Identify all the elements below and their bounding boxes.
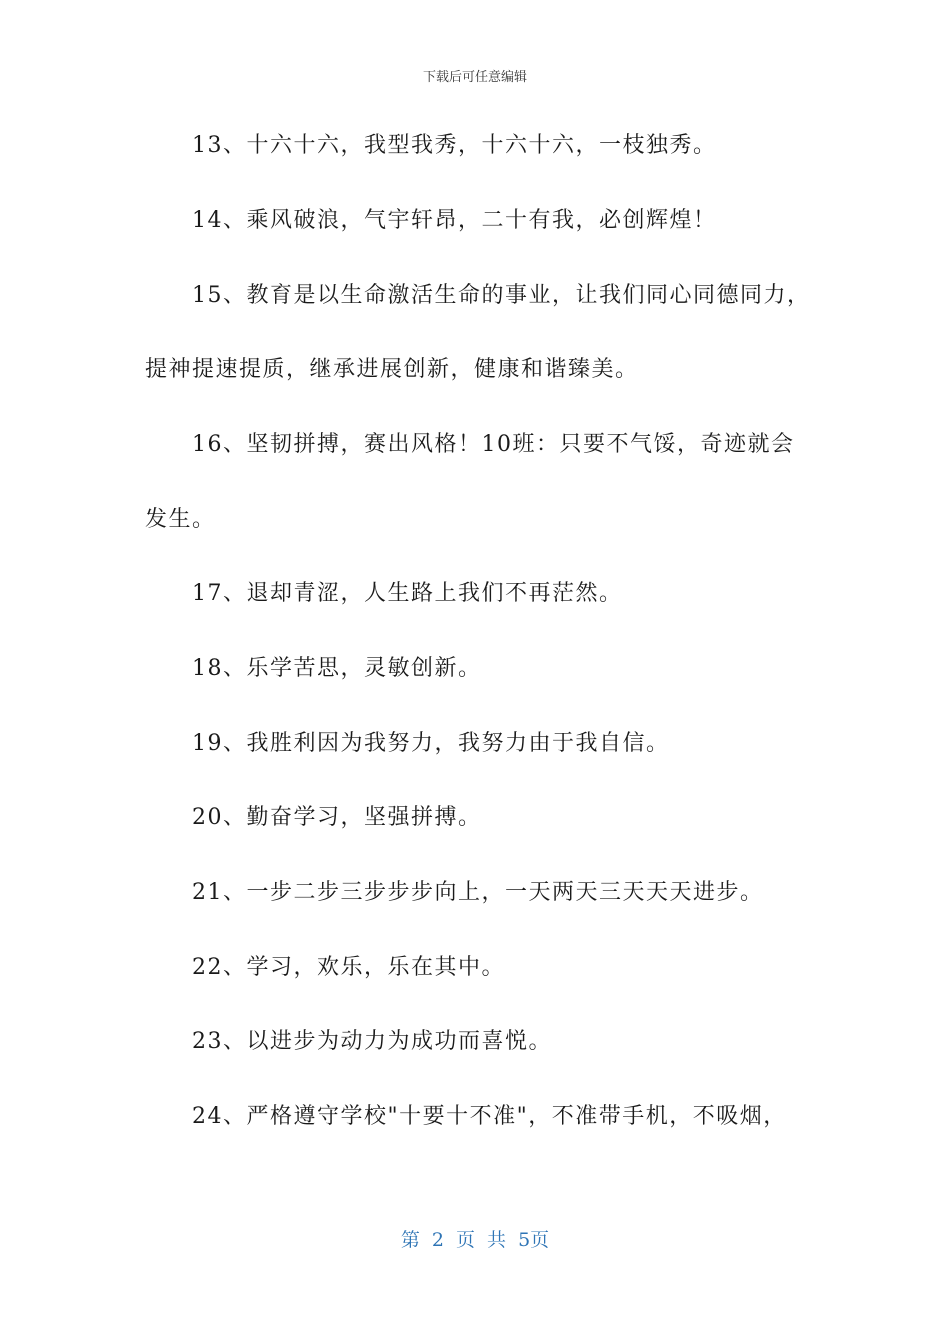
text-line: 23、以进步为动力为成功而喜悦。 [192, 1029, 552, 1054]
text-line: 15、教育是以生命激活生命的事业，让我们同心同德同力， [192, 283, 811, 308]
page-header: 下载后可任意编辑 [422, 70, 527, 85]
text-line: 提神提速提质，继承进展创新，健康和谐臻美。 [145, 357, 639, 382]
page-number-footer: 第 2 页 共 5页 [400, 1229, 550, 1251]
text-line: 20、勤奋学习，坚强拼搏。 [192, 805, 482, 830]
text-line: 16、坚韧拼搏，赛出风格！10班：只要不气馁，奇迹就会 [192, 432, 795, 457]
text-line: 19、我胜利因为我努力，我努力由于我自信。 [192, 731, 670, 756]
text-line: 13、十六十六，我型我秀，十六十六，一枝独秀。 [192, 133, 717, 158]
text-line: 22、学习，欢乐，乐在其中。 [192, 955, 505, 980]
text-line: 14、乘风破浪，气宇轩昂，二十有我，必创辉煌！ [192, 208, 717, 233]
text-line: 17、退却青涩，人生路上我们不再茫然。 [192, 581, 623, 606]
text-line: 发生。 [145, 507, 216, 532]
text-line: 24、严格遵守学校"十要十不准"，不准带手机，不吸烟， [192, 1104, 787, 1129]
text-line: 21、一步二步三步步步向上，一天两天三天天天进步。 [192, 880, 764, 905]
text-line: 18、乐学苦思，灵敏创新。 [192, 656, 482, 681]
